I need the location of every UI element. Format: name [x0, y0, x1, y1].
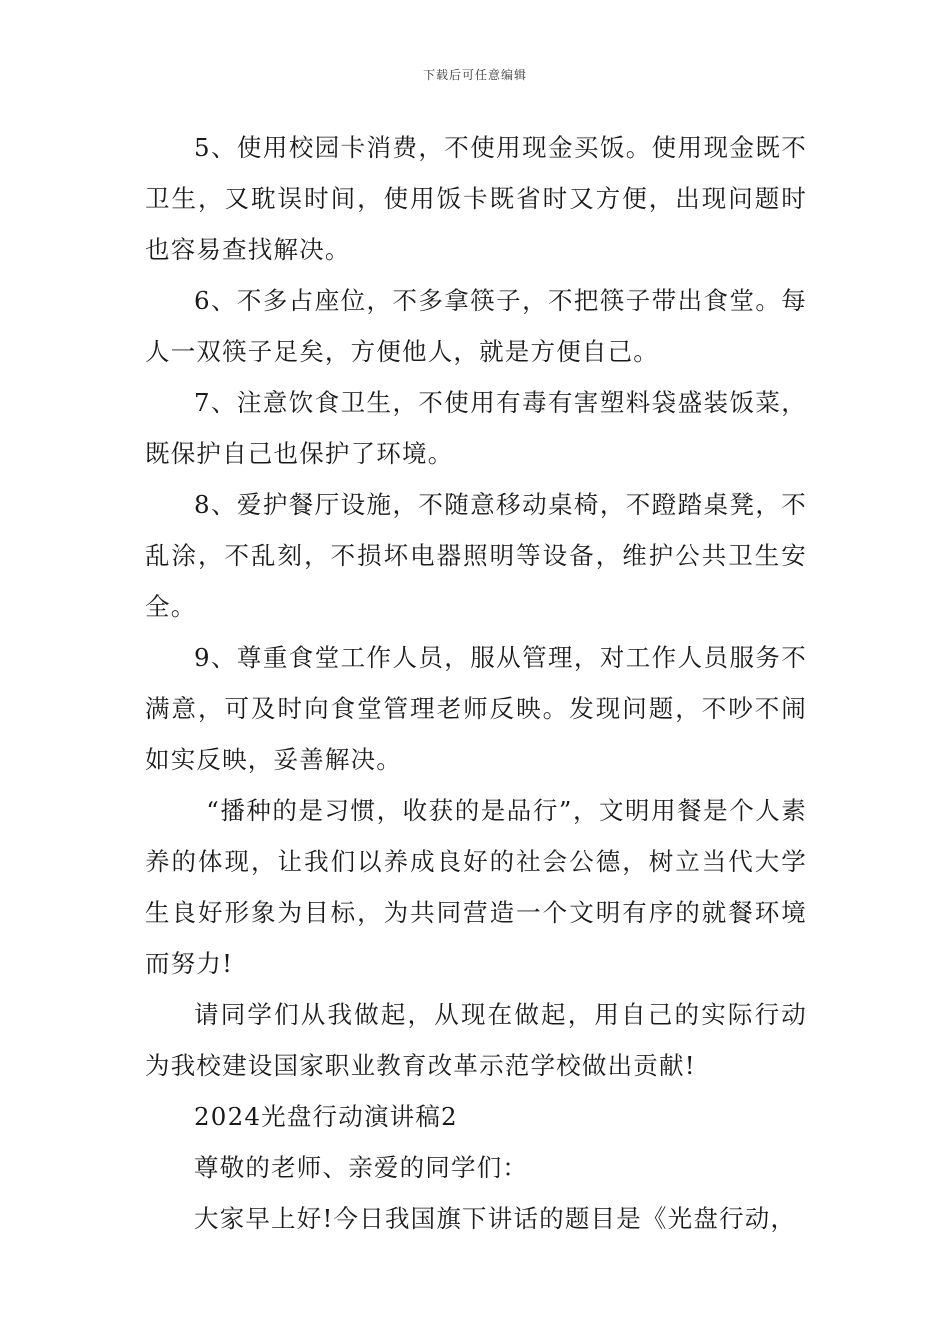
salutation: 尊敬的老师、亲爱的同学们：: [194, 1153, 529, 1182]
section-title: 2024光盘行动演讲稿2: [194, 1102, 458, 1131]
paragraph-item-5: 5、使用校园卡消费，不使用现金买饭。使用现金既不卫生，又耽误时间，使用饭卡既省时又方便，出现问题时也容易查找解决。: [145, 133, 807, 264]
document-body: [145, 122, 807, 1244]
paragraph-item-8: 8、爱护餐厅设施，不随意移动桌椅，不蹬踏桌凳，不乱涂，不乱刻，不损坏电器照明等设备，维护公共卫生安全。: [145, 490, 807, 621]
paragraph-quote: “播种的是习惯，收获的是品行”，文明用餐是个人素养的体现，让我们以养成良好的社会公德，树立当代大学生良好形象为目标，为共同营造一个文明有序的就餐环境而努力!: [145, 796, 807, 978]
paragraph-item-7: 7、注意饮食卫生，不使用有毒有害塑料袋盛装饭菜，既保护自己也保护了环境。: [145, 388, 807, 468]
paragraph-item-9: 9、尊重食堂工作人员，服从管理，对工作人员服务不满意，可及时向食堂管理老师反映。发现问题，不吵不闹如实反映，妥善解决。: [145, 643, 807, 774]
paragraph-call-to-action: 请同学们从我做起，从现在做起，用自己的实际行动为我校建设国家职业教育改革示范学校做出贡献!: [145, 1000, 807, 1080]
paragraph-greeting: 大家早上好!今日我国旗下讲话的题目是《光盘行动，: [194, 1204, 797, 1233]
header-note: 下载后可任意编辑: [422, 68, 527, 82]
paragraph-item-6: 6、不多占座位，不多拿筷子，不把筷子带出食堂。每人一双筷子足矣，方便他人，就是方便自己。: [145, 286, 807, 366]
